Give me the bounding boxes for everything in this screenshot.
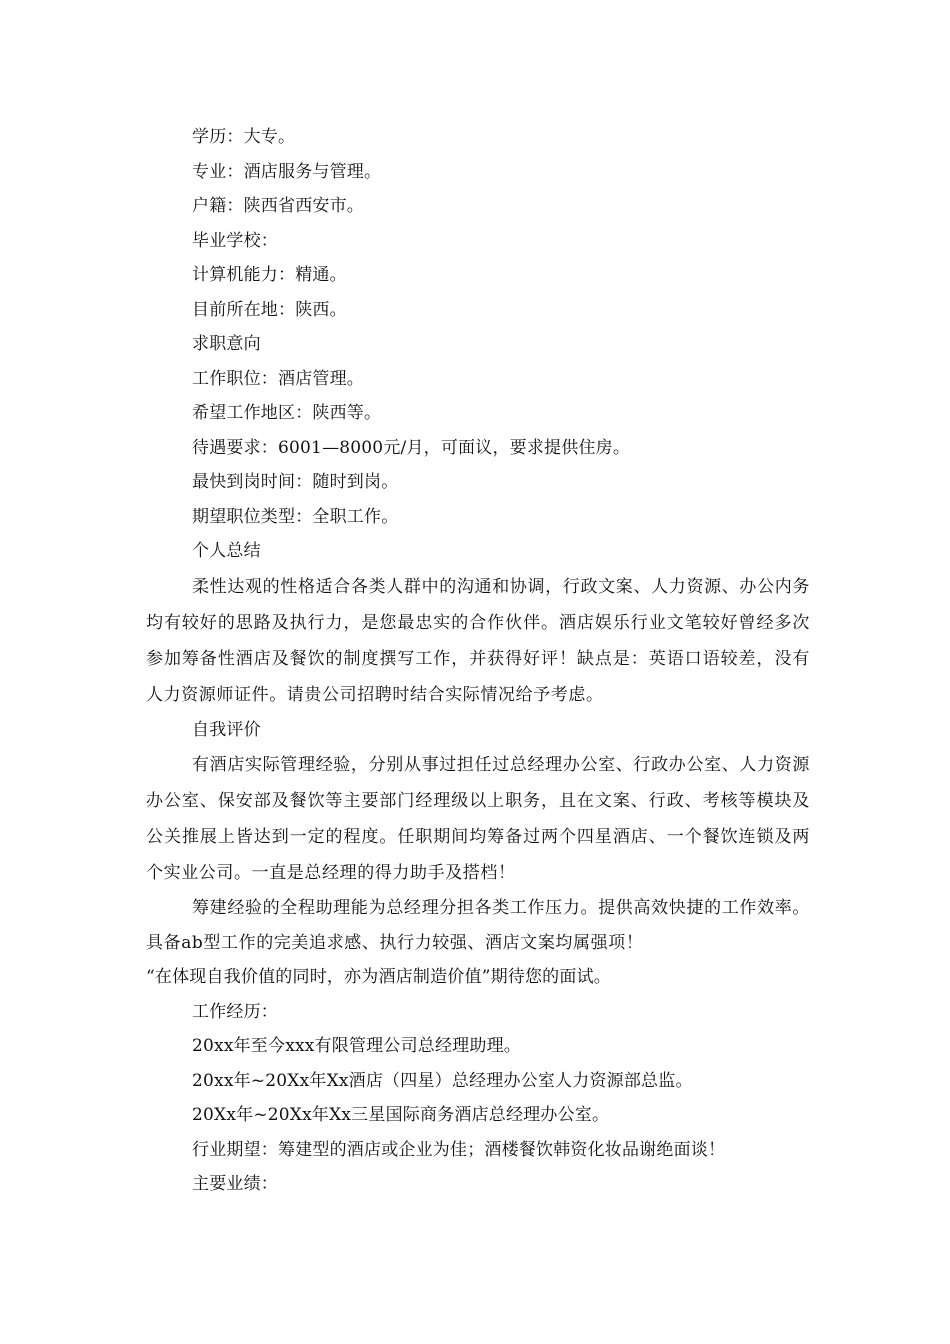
job-type-line: 期望职位类型：全职工作。 [192, 506, 399, 527]
work-history-item: 20xx年~20Xx年Xx酒店（四星）总经理办公室人力资源部总监。 [192, 1070, 693, 1091]
personal-summary-paragraph: 柔性达观的性格适合各类人群中的沟通和协调，行政文案、人力资源、办公内务均有较好的思路及执行力，是您最忠实的合作伙伴。酒店娱乐行业文笔较好曾经多次参加筹备性酒店及餐饮的制度撰写工作，并获得好评！缺点是：英语口语较差，没有人力资源师证件。请贵公司招聘时结合实际情况给予考虑。 [146, 576, 810, 705]
desired-region-line: 希望工作地区：陕西等。 [192, 403, 382, 423]
hukou-line: 户籍：陕西省西安市。 [192, 196, 364, 216]
job-intention-heading: 求职意向 [192, 334, 261, 354]
industry-expectation-line: 行业期望：筹建型的酒店或企业为佳；酒楼餐饮韩资化妆品谢绝面谈！ [192, 1139, 726, 1160]
school-line: 毕业学校： [192, 230, 278, 251]
work-history-item: 20xx年至今xxx有限管理公司总经理助理。 [192, 1036, 521, 1056]
job-position-line: 工作职位：酒店管理。 [192, 368, 364, 389]
quote-line: “在体现自我价值的同时，亦为酒店制造价值”期待您的面试。 [146, 967, 611, 987]
achievements-heading: 主要业绩： [192, 1174, 278, 1194]
self-evaluation-paragraph-1: 有酒店实际管理经验，分别从事过担任过总经理办公室、行政办公室、人力资源办公室、保安部及餐饮等主要部门经理级以上职务，且在文案、行政、考核等模块及公关推展上皆达到一定的程度。任职期间均筹备过两个四星酒店、一个餐饮连锁及两个实业公司。一直是总经理的得力助手及搭档！ [146, 755, 810, 883]
current-location-line: 目前所在地：陕西。 [192, 299, 347, 320]
personal-summary-heading: 个人总结 [192, 541, 261, 561]
major-line: 专业：酒店服务与管理。 [192, 161, 382, 182]
start-time-line: 最快到岗时间：随时到岗。 [192, 472, 399, 492]
education-line: 学历：大专。 [192, 127, 296, 147]
document-body [146, 120, 810, 1202]
salary-line: 待遇要求：6001—8000元/月，可面议，要求提供住房。 [192, 437, 631, 458]
work-history-heading: 工作经历： [192, 1001, 278, 1022]
self-evaluation-heading: 自我评价 [192, 719, 261, 740]
self-evaluation-paragraph-2: 筹建经验的全程助理能为总经理分担各类工作压力。提供高效快捷的工作效率。具备ab型工作的完美追求感、执行力较强、酒店文案均属强项！ [146, 898, 810, 953]
work-history-item: 20Xx年~20Xx年Xx三星国际商务酒店总经理办公室。 [192, 1105, 610, 1125]
computer-skill-line: 计算机能力：精通。 [192, 265, 347, 285]
